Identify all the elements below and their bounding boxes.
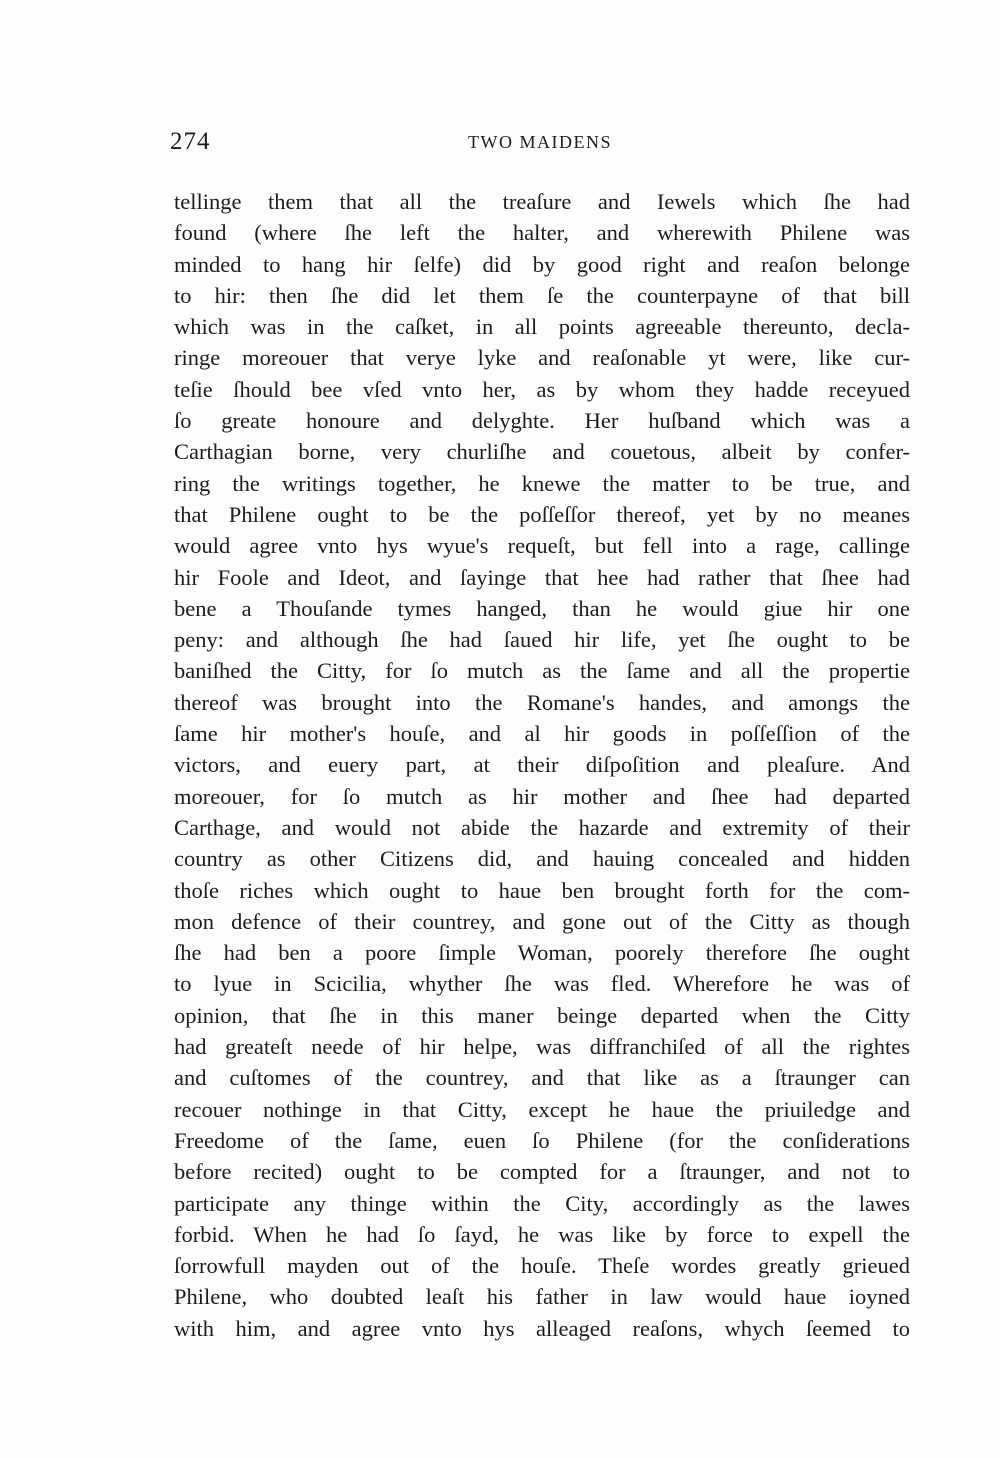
text-line: Carthage, and would not abide the hazarde and extremity of their — [174, 814, 910, 840]
text-line: hir Foole and Ideot, and ſayinge that hee had rather that ſhee had — [174, 564, 910, 590]
text-line: with him, and agree vnto hys alleaged reaſons, whych ſeemed to — [174, 1315, 910, 1341]
text-line: opinion, that ſhe in this maner beinge departed when the Citty — [174, 1002, 910, 1028]
text-line: moreouer, for ſo mutch as hir mother and ſhee had departed — [174, 783, 910, 809]
text-line: and cuſtomes of the countrey, and that like as a ſtraunger can — [174, 1065, 910, 1091]
text-line: had greateſt neede of hir helpe, was diffranchiſed of all the rightes — [174, 1034, 910, 1060]
running-head — [170, 128, 910, 168]
text-line: victors, and euery part, at their diſpoſition and pleaſure. And — [174, 752, 910, 778]
text-line: teſie ſhould bee vſed vnto her, as by whom they hadde receyued — [174, 376, 910, 402]
text-line: thoſe riches which ought to haue ben brought forth for the com- — [174, 877, 910, 903]
text-line: ringe moreouer that verye lyke and reaſonable yt were, like cur- — [174, 345, 910, 371]
text-line: ſo greate honoure and delyghte. Her huſband which was a — [174, 408, 910, 434]
running-title: TWO MAIDENS — [468, 132, 612, 152]
text-line: thereof was brought into the Romane's handes, and amongs the — [174, 689, 910, 715]
body-text — [174, 186, 910, 1344]
text-line: ſorrowfull mayden out of the houſe. Theſe wordes greatly grieued — [174, 1253, 910, 1279]
text-line: country as other Citizens did, and hauing concealed and hidden — [174, 846, 910, 872]
text-line: Freedome of the ſame, euen ſo Philene (for the conſiderations — [174, 1127, 910, 1153]
text-line: minded to hang hir ſelfe) did by good right and reaſon belonge — [174, 251, 910, 277]
text-line: ring the writings together, he knewe the matter to be true, and — [174, 470, 910, 496]
text-line: peny: and although ſhe had ſaued hir life, yet ſhe ought to be — [174, 627, 910, 653]
text-line: would agree vnto hys wyue's requeſt, but fell into a rage, callinge — [174, 533, 910, 559]
text-line: found (where ſhe left the halter, and wherewith Philene was — [174, 220, 910, 246]
page-number: 274 — [170, 128, 211, 155]
text-line: ſhe had ben a poore ſimple Woman, poorely therefore ſhe ought — [174, 940, 910, 966]
text-line: bene a Thouſande tymes hanged, than he would giue hir one — [174, 595, 910, 621]
text-line: that Philene ought to be the poſſeſſor thereof, yet by no meanes — [174, 501, 910, 527]
text-line: to lyue in Scicilia, whyther ſhe was fled. Wherefore he was of — [174, 971, 910, 997]
text-line: tellinge them that all the treaſure and Iewels which ſhe had — [174, 189, 910, 214]
text-line: ſame hir mother's houſe, and al hir goods in poſſeſſion of the — [174, 721, 910, 747]
text-line: forbid. When he had ſo ſayd, he was like by force to expell the — [174, 1221, 910, 1247]
text-line: mon defence of their countrey, and gone out of the Citty as though — [174, 908, 910, 934]
text-line: participate any thinge within the City, accordingly as the lawes — [174, 1190, 910, 1216]
text-line: which was in the caſket, in all points agreeable thereunto, decla- — [174, 314, 910, 340]
text-line: Carthagian borne, very churliſhe and couetous, albeit by confer- — [174, 439, 910, 465]
text-line: to hir: then ſhe did let them ſe the counterpayne of that bill — [174, 282, 910, 308]
text-line: Philene, who doubted leaſt his father in law would haue ioyned — [174, 1284, 910, 1310]
text-line: recouer nothinge in that Citty, except he haue the priuiledge and — [174, 1096, 910, 1122]
text-line: baniſhed the Citty, for ſo mutch as the ſame and all the propertie — [174, 658, 910, 684]
text-line: before recited) ought to be compted for a ſtraunger, and not to — [174, 1159, 910, 1185]
